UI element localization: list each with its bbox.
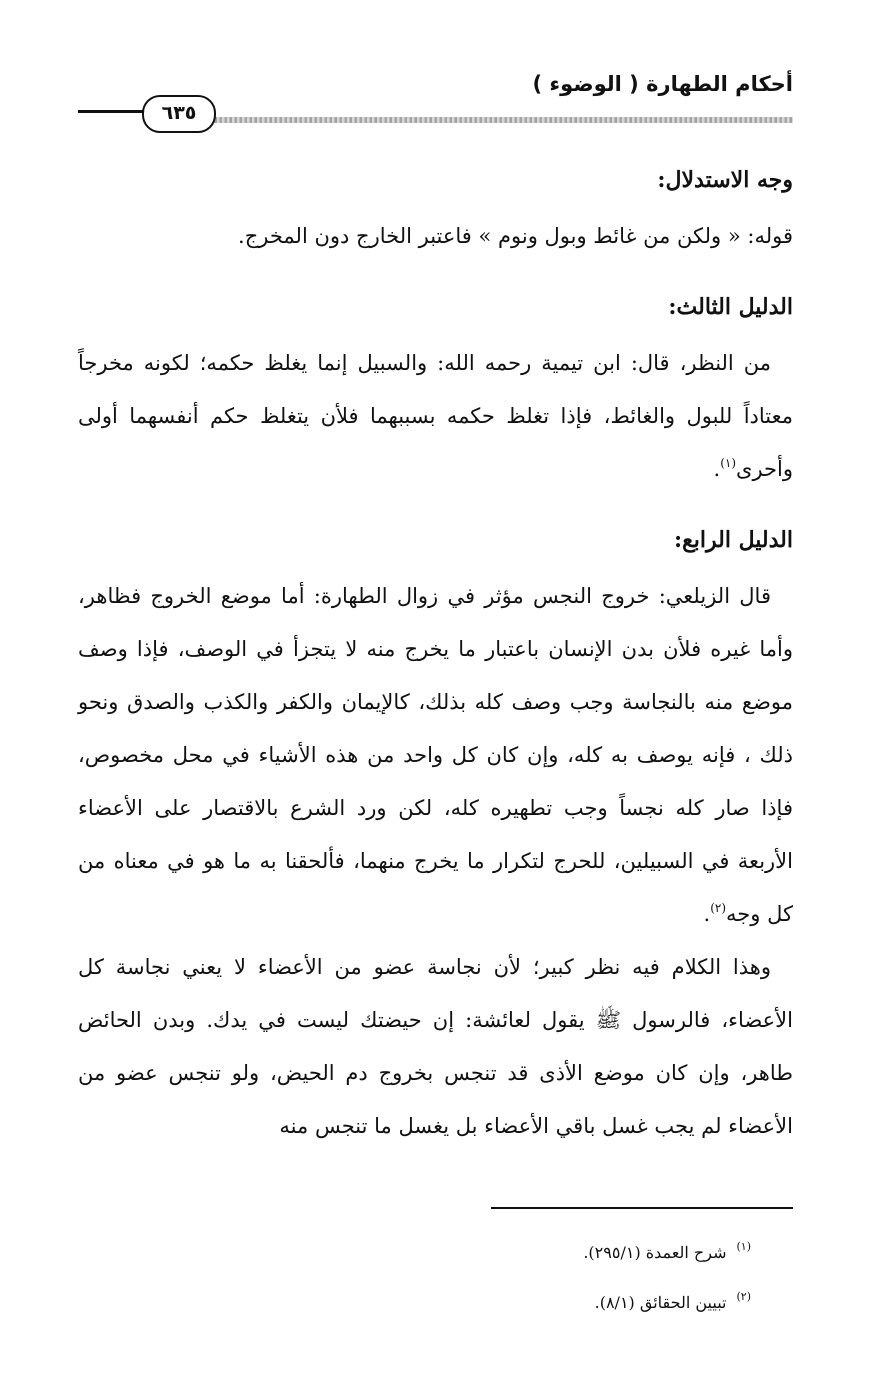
paragraph-end: . bbox=[713, 457, 721, 481]
footnote bbox=[583, 1278, 751, 1328]
paragraph-end: . bbox=[703, 902, 711, 926]
section-heading: الدليل الثالث: bbox=[668, 294, 793, 320]
footnote-mark: (١) bbox=[736, 1240, 751, 1253]
running-title: أحكام الطهارة ( الوضوء ) bbox=[532, 72, 793, 96]
paragraph-text: من النظر، قال: ابن تيمية رحمه الله: والسبيل إنما يغلظ حكمه؛ لكونه مخرجاً معتاداً للبول والغائط، فإذا تغلظ حكمه بسببهما فلأن يتغلظ حكم أنفسهما أولى وأحرى bbox=[78, 351, 793, 481]
section-heading: وجه الاستدلال: bbox=[657, 167, 793, 193]
page-number: ٦٣٥ bbox=[142, 95, 216, 133]
paragraph: قوله: « ولكن من غائط وبول ونوم » فاعتبر الخارج دون المخرج. bbox=[238, 224, 793, 248]
footnote bbox=[583, 1228, 751, 1278]
paragraph: وهذا الكلام فيه نظر كبير؛ لأن نجاسة عضو من الأعضاء لا يعني نجاسة كل الأعضاء، فالرسول ﷺ يقول لعائشة: إن حيضتك ليست في يدك. وبدن الحائض طاهر، وإن كان موضع الأذى قد تنجس بخروج دم الحيض، ولو تنجس عضو من الأعضاء لم يجب غسل باقي الأعضاء بل يغسل ما تنجس منه bbox=[78, 955, 793, 1138]
main-text bbox=[78, 150, 793, 1153]
footnote-text: شرح العمدة (٢٩٥/١). bbox=[583, 1243, 727, 1262]
header-rule-right bbox=[210, 117, 793, 123]
header-rule-left bbox=[78, 110, 148, 113]
footnote-ref[interactable]: (٢) bbox=[710, 901, 727, 915]
footnote-ref[interactable]: (١) bbox=[720, 456, 737, 470]
paragraph-text: قال الزيلعي: خروج النجس مؤثر في زوال الطهارة: أما موضع الخروج فظاهر، وأما غيره فلأن بدن الإنسان باعتبار ما يخرج منه لا يتجزأ في الوصف، فإذا وصف موضع منه بالنجاسة وجب وصف كله بذلك، كالإيمان والكفر والكذب والصدق ونحو ذلك ، فإنه يوصف به كله، وإن كان كل واحد من هذه الأشياء في محل مخصوص، فإذا صار كله نجساً وجب تطهيره كله، لكن ورد الشرع بالاقتصار على الأعضاء الأربعة في السبيلين، للحرج لتكرار ما يخرج منهما، فألحقنا به ما هو في معناه من كل وجه bbox=[78, 584, 794, 926]
paragraph bbox=[78, 570, 793, 941]
footnote-text: تبيين الحقائق (٨/١). bbox=[594, 1293, 727, 1312]
section-heading: الدليل الرابع: bbox=[673, 527, 793, 553]
footnote-mark: (٢) bbox=[736, 1290, 751, 1303]
footnote-divider bbox=[491, 1207, 793, 1209]
footnotes bbox=[583, 1228, 751, 1328]
paragraph bbox=[78, 337, 793, 496]
